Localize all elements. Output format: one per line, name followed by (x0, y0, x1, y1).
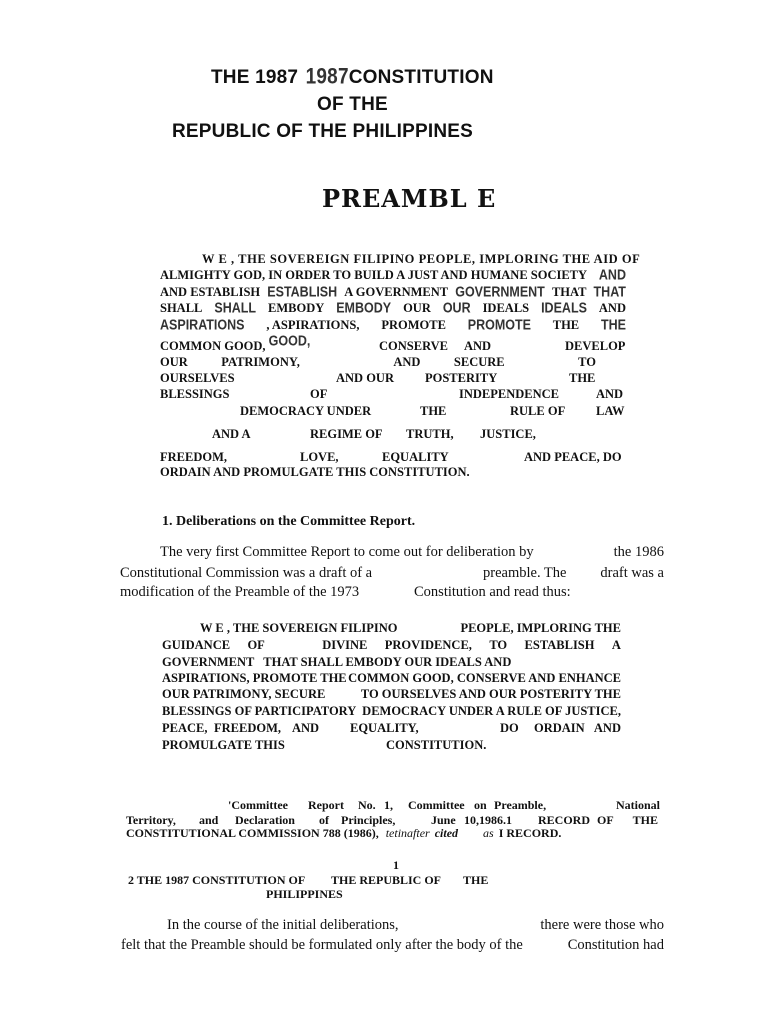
preamble-text: TO (578, 355, 596, 369)
preamble-line (160, 355, 596, 370)
preamble-line: W E , THE SOVEREIGN FILIPINO PEOPLE, IMPLORING THE AID OF (202, 252, 641, 266)
paragraph-text: there were those who (540, 917, 664, 933)
draft-text: A (611, 638, 621, 652)
preamble-text: AND (596, 387, 624, 401)
footnote-text: 'Committee (228, 798, 288, 812)
draft-text: TO OURSELVES AND OUR POSTERITY THE (360, 687, 621, 701)
footnote-text: of (319, 813, 329, 827)
preamble-overprint: GOVERNMENT (455, 283, 545, 300)
draft-text: FREEDOM, (214, 721, 282, 735)
draft-line (162, 704, 621, 719)
preamble-line (160, 301, 626, 316)
page-number: 1 (393, 858, 399, 872)
draft-text: ASPIRATIONS, PROMOTE THE (162, 671, 347, 685)
preamble-heading: PREAMBL E (322, 184, 497, 213)
paragraph-text: In the course of the initial deliberations, (167, 917, 399, 933)
title-year: THE 1987 (211, 67, 299, 88)
paragraph-text: Constitutional Commission was a draft of a (120, 565, 373, 581)
footnote-text: National (615, 798, 660, 812)
preamble-line (160, 450, 626, 465)
draft-text: GOVERNMENT (162, 655, 255, 669)
preamble-text: OURSELVES (160, 371, 235, 385)
preamble-overprint: THE (600, 316, 626, 333)
preamble-text: OUR (160, 355, 188, 369)
draft-line (162, 671, 621, 686)
footnote-text: cited (434, 826, 459, 840)
document-title-line1 (211, 67, 494, 89)
preamble-text: AND A (212, 427, 251, 441)
draft-text: DO (500, 721, 519, 735)
preamble-line (160, 332, 626, 354)
draft-text: PROVIDENCE, (384, 638, 472, 652)
preamble-text: JUSTICE, (480, 427, 536, 441)
preamble-line (160, 268, 626, 283)
preamble-text: EQUALITY (382, 450, 449, 464)
draft-text: PEACE, (162, 721, 208, 735)
draft-text: PROMULGATE THIS (162, 738, 285, 752)
draft-text: COMMON GOOD, CONSERVE AND ENHANCE (348, 671, 621, 685)
preamble-overprint: EMBODY (336, 299, 392, 316)
preamble-text: AND (598, 301, 626, 315)
draft-line (162, 738, 487, 753)
paragraph-text: draft was a (600, 565, 664, 581)
preamble-line (160, 387, 626, 402)
paragraph-line (160, 544, 664, 561)
draft-line (200, 621, 621, 636)
draft-text: DEMOCRACY UNDER A RULE OF JUSTICE, (362, 704, 621, 718)
preamble-text: AND OUR (336, 371, 394, 385)
preamble-text: TRUTH, (406, 427, 454, 441)
paragraph-text: Constitution had (567, 937, 664, 953)
preamble-overprint: THAT (593, 283, 626, 300)
footnote-text: as (483, 826, 494, 840)
running-head-line (128, 873, 498, 888)
footnote-line (126, 826, 561, 841)
preamble-text: LOVE, (300, 450, 339, 464)
draft-text: TO (489, 638, 508, 652)
preamble-text: , ASPIRATIONS, (266, 318, 360, 332)
preamble-text: COMMON GOOD, (160, 339, 266, 353)
preamble-text: DEVELOP (565, 339, 626, 353)
footnote-text: Declaration (235, 813, 295, 827)
preamble-text: FREEDOM, (160, 450, 228, 464)
running-head-line: PHILIPPINES (266, 887, 343, 901)
footnote-text: No. (358, 798, 376, 812)
footnote-line (228, 798, 660, 813)
preamble-text: THE (420, 404, 447, 418)
preamble-overprint: AND (598, 266, 626, 283)
preamble-overprint: OUR (442, 299, 471, 316)
preamble-overprint: SHALL (214, 299, 257, 316)
paragraph-text: modification of the Preamble of the 1973 (120, 584, 360, 600)
preamble-text: OUR (403, 301, 431, 315)
preamble-line: ORDAIN AND PROMULGATE THIS CONSTITUTION. (160, 465, 470, 479)
footnote-text: tetinafter (385, 826, 430, 840)
footnote-text: Committee (408, 798, 465, 812)
footnote-text: RECORD (538, 813, 591, 827)
preamble-text: POSTERITY (425, 371, 498, 385)
section-heading: 1. Deliberations on the Committee Report. (162, 514, 416, 529)
preamble-text: DEMOCRACY UNDER (240, 404, 372, 418)
footnote-text: Report (308, 798, 344, 812)
draft-text: AND (292, 721, 320, 735)
preamble-text: THAT (551, 285, 587, 299)
draft-line (162, 721, 621, 736)
paragraph-text: preamble. The (483, 565, 567, 581)
preamble-text: RULE OF (510, 404, 566, 418)
preamble-text: ALMIGHTY GOD, IN ORDER TO BUILD A JUST AND HUMANE SOCIETY (160, 268, 588, 282)
draft-text: THAT SHALL EMBODY OUR IDEALS AND (263, 655, 512, 669)
preamble-line (160, 285, 626, 300)
draft-text: PEOPLE, IMPLORING THE (460, 621, 621, 635)
draft-line (162, 687, 621, 702)
paragraph-line (120, 565, 664, 582)
footnote-text: Territory, (126, 813, 176, 827)
preamble-text: BLESSINGS (160, 387, 230, 401)
document-title-line3: REPUBLIC OF THE PHILIPPINES (172, 121, 473, 142)
running-head-text: THE (463, 873, 489, 887)
preamble-text: A GOVERNMENT (344, 285, 449, 299)
paragraph-text: the 1986 (613, 544, 664, 560)
draft-text: OUR PATRIMONY, SECURE (162, 687, 326, 701)
paragraph-line (167, 917, 664, 934)
preamble-text: AND (393, 355, 421, 369)
draft-text: ESTABLISH (524, 638, 595, 652)
preamble-line (160, 371, 626, 386)
preamble-text: CONSERVE (379, 339, 449, 353)
preamble-text: AND (464, 339, 492, 353)
footnote-text: Principles, (341, 813, 396, 827)
preamble-overprint: ASPIRATIONS (160, 316, 245, 333)
paragraph-line (121, 937, 664, 954)
preamble-text: PATRIMONY, (221, 355, 300, 369)
title-year-overprint: 1987 (305, 65, 349, 90)
paragraph-text: The very first Committee Report to come out for deliberation by (160, 544, 534, 560)
footnote-text: OF (597, 813, 614, 827)
preamble-text: AND PEACE, DO (524, 450, 622, 464)
footnote-text: on (474, 798, 487, 812)
preamble-text: EMBODY (268, 301, 325, 315)
footnote-text: THE (632, 813, 658, 827)
document-title-line2: OF THE (317, 94, 388, 115)
preamble-overprint: GOOD, (268, 332, 311, 350)
preamble-text: OF (310, 387, 328, 401)
preamble-text: PROMOTE (381, 318, 446, 332)
draft-text: BLESSINGS OF PARTICIPATORY (162, 704, 357, 718)
preamble-text: IDEALS (482, 301, 530, 315)
draft-text: OF (247, 638, 265, 652)
paragraph-text: Constitution and read thus: (414, 584, 571, 600)
footnote-text: I RECORD. (498, 826, 562, 840)
preamble-text: AND ESTABLISH (160, 285, 261, 299)
footnote-text: Preamble, (494, 798, 547, 812)
preamble-overprint: PROMOTE (467, 316, 531, 333)
paragraph-text: felt that the Preamble should be formulated only after the body of the (121, 937, 523, 953)
paragraph-line (120, 584, 664, 601)
running-head-text: THE REPUBLIC OF (331, 873, 442, 887)
draft-text: DIVINE (322, 638, 368, 652)
preamble-text: SECURE (453, 355, 505, 369)
running-head-text: 2 THE 1987 CONSTITUTION OF (128, 873, 306, 887)
draft-text: W E , THE SOVEREIGN FILIPINO (200, 621, 398, 635)
footnote-text: CONSTITUTIONAL COMMISSION 788 (1986), (126, 826, 379, 840)
draft-text: AND (593, 721, 621, 735)
title-constitution: CONSTITUTION (348, 67, 494, 88)
preamble-text: SHALL (160, 301, 203, 315)
preamble-text: THE (552, 318, 580, 332)
footnote-text: 1, (384, 798, 393, 812)
footnote-text: 10,1986.1 (464, 813, 512, 827)
footnote-text: June (431, 813, 456, 827)
preamble-text: INDEPENDENCE (459, 387, 560, 401)
draft-text: GUIDANCE (162, 638, 231, 652)
preamble-overprint: ESTABLISH (267, 283, 338, 300)
preamble-text: LAW (596, 404, 625, 418)
draft-text: CONSTITUTION. (386, 738, 487, 752)
draft-line (162, 655, 511, 670)
draft-text: EQUALITY, (350, 721, 419, 735)
preamble-text: THE (569, 371, 596, 385)
preamble-overprint: IDEALS (541, 299, 587, 316)
draft-text: ORDAIN (534, 721, 585, 735)
footnote-text: and (199, 813, 219, 827)
draft-line (162, 638, 621, 653)
preamble-text: REGIME OF (310, 427, 383, 441)
preamble-line (160, 318, 626, 333)
